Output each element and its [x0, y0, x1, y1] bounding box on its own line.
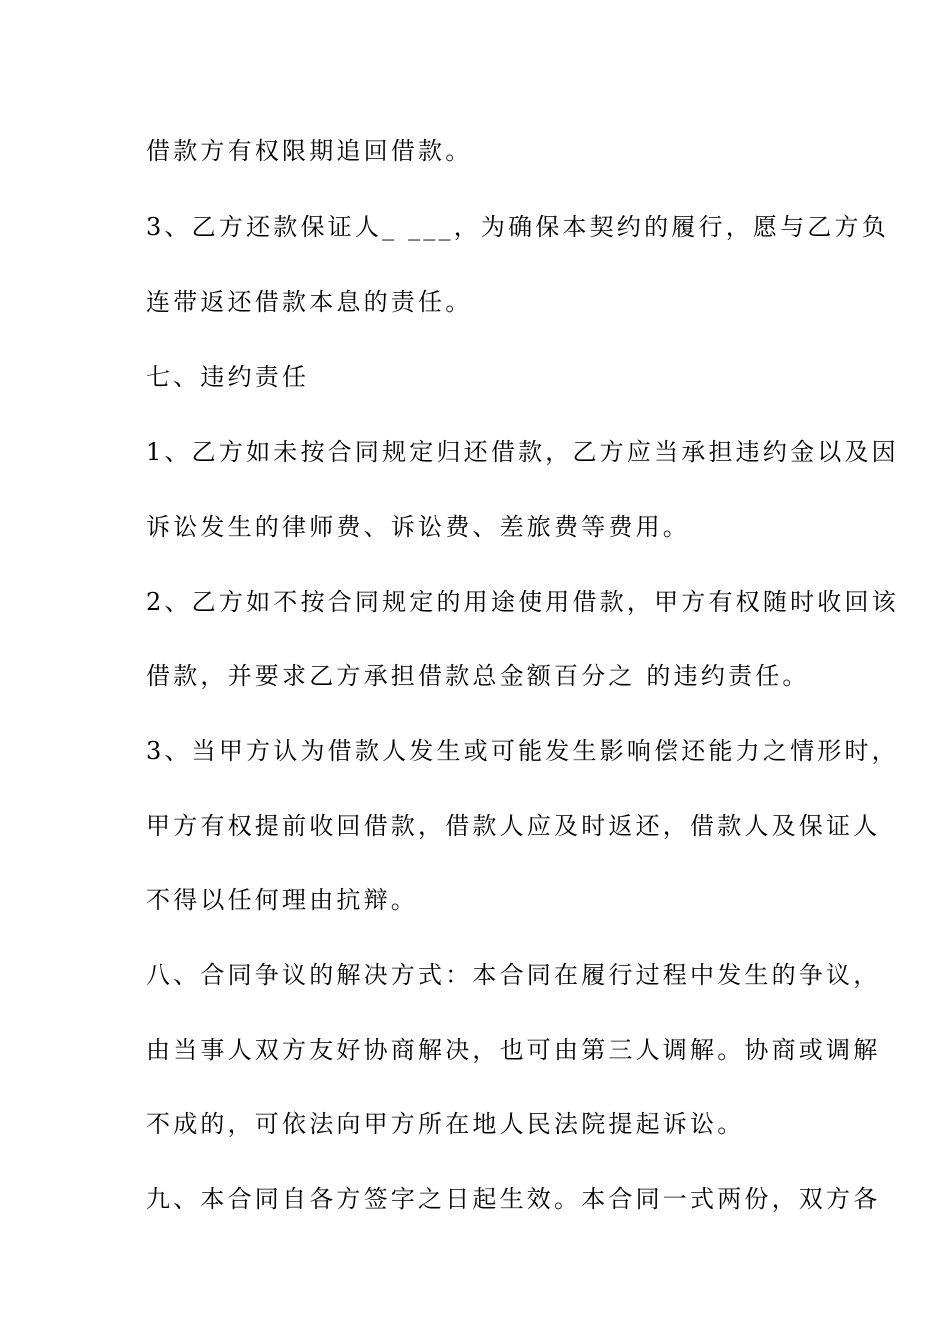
- text-line: 九、本合同自各方签字之日起生效。本合同一式两份，双方各: [146, 1185, 881, 1213]
- text-line: 八、合同争议的解决方式：本合同在履行过程中发生的争议，: [146, 961, 881, 989]
- text-line: 借款，并要求乙方承担借款总金额百分之 的违约责任。: [146, 662, 810, 690]
- text-line: 诉讼发生的律师费、诉讼费、差旅费等费用。: [146, 513, 690, 541]
- text-line: 借款方有权限期追回借款。: [146, 137, 473, 165]
- text-line: 1、乙方如未按合同规定归还借款，乙方应当承担违约金以及因: [146, 438, 899, 466]
- text-line: 3、乙方还款保证人_ ___，为确保本契约的履行，愿与乙方负: [146, 213, 889, 241]
- text-line: 2、乙方如不按合同规定的用途使用借款，甲方有权随时收回该: [146, 588, 899, 616]
- text-line: 连带返还借款本息的责任。: [146, 288, 473, 316]
- text-line: 由当事人双方友好协商解决，也可由第三人调解。协商或调解: [146, 1036, 881, 1064]
- text-line: 不成的，可依法向甲方所在地人民法院提起诉讼。: [146, 1110, 745, 1138]
- text-line: 3、当甲方认为借款人发生或可能发生影响偿还能力之情形时，: [146, 737, 899, 765]
- text-line: 甲方有权提前收回借款，借款人应及时返还，借款人及保证人: [146, 812, 881, 840]
- section-heading: 七、违约责任: [146, 363, 310, 391]
- text-line: 不得以任何理由抗辩。: [146, 886, 418, 914]
